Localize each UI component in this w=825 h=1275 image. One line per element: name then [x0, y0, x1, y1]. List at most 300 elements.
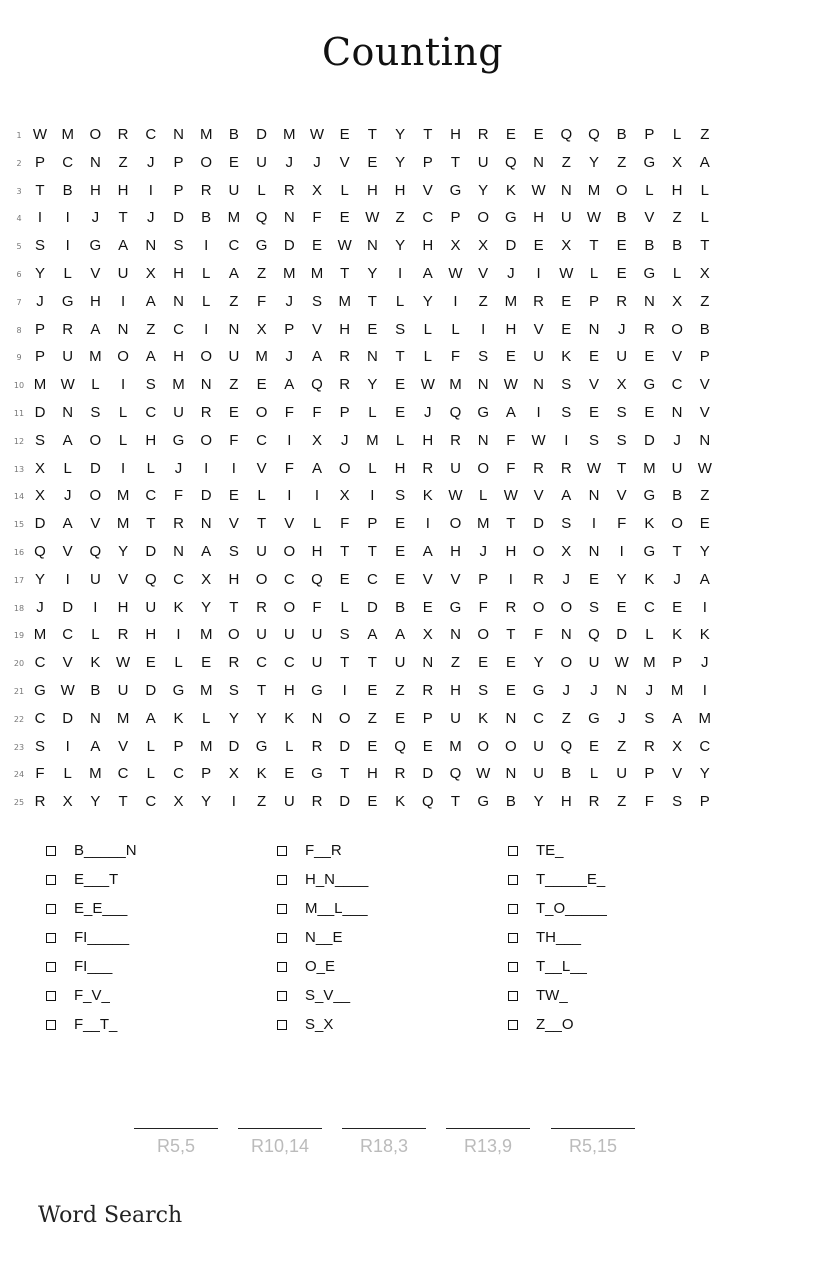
grid-letter[interactable]: P [201, 765, 212, 783]
grid-letter[interactable]: G [255, 737, 268, 755]
grid-letter[interactable]: R [34, 793, 46, 811]
grid-letter[interactable]: W [420, 376, 435, 394]
grid-letter[interactable]: R [616, 292, 628, 310]
grid-letter[interactable]: L [395, 431, 405, 449]
grid-letter[interactable]: B [228, 126, 239, 143]
grid-letter[interactable]: L [91, 626, 100, 644]
grid-letter[interactable]: O [255, 404, 268, 421]
grid-letter[interactable]: I [148, 181, 153, 199]
grid-letter[interactable]: R [283, 181, 295, 199]
grid-letter[interactable]: S [478, 682, 489, 699]
grid-letter[interactable]: T [700, 237, 710, 255]
grid-letter[interactable]: G [449, 598, 462, 616]
word-checkbox[interactable] [277, 1020, 287, 1030]
grid-letter[interactable]: N [283, 209, 295, 227]
grid-letter[interactable]: F [257, 292, 267, 310]
grid-letter[interactable]: R [394, 765, 406, 783]
grid-letter[interactable]: I [619, 543, 624, 560]
grid-letter[interactable]: L [257, 181, 266, 199]
grid-letter[interactable]: H [117, 181, 129, 199]
grid-letter[interactable]: G [311, 682, 323, 699]
grid-letter[interactable]: I [287, 487, 292, 505]
grid-letter[interactable]: J [617, 320, 626, 338]
grid-letter[interactable]: R [533, 459, 545, 477]
grid-letter[interactable]: H [505, 543, 517, 560]
grid-letter[interactable]: X [173, 793, 184, 811]
grid-letter[interactable]: M [476, 515, 490, 533]
grid-letter[interactable]: M [338, 292, 351, 310]
grid-letter[interactable]: J [63, 487, 72, 505]
grid-letter[interactable]: E [201, 654, 212, 672]
grid-letter[interactable]: R [62, 320, 74, 338]
grid-letter[interactable]: S [339, 626, 350, 644]
grid-letter[interactable]: A [422, 265, 433, 282]
grid-letter[interactable]: D [283, 237, 295, 255]
grid-letter[interactable]: E [588, 348, 599, 366]
grid-letter[interactable]: V [62, 654, 73, 672]
grid-letter[interactable]: Y [533, 793, 544, 811]
grid-letter[interactable]: L [395, 292, 405, 310]
grid-letter[interactable]: R [256, 598, 268, 616]
word-checkbox[interactable] [277, 875, 287, 885]
grid-letter[interactable]: A [201, 543, 212, 560]
grid-letter[interactable]: L [202, 292, 211, 310]
grid-letter[interactable]: P [422, 709, 433, 727]
grid-letter[interactable]: M [504, 292, 518, 310]
grid-letter[interactable]: X [672, 153, 683, 171]
grid-letter[interactable]: X [672, 292, 683, 310]
grid-letter[interactable]: Q [449, 404, 462, 421]
grid-letter[interactable]: E [339, 570, 350, 588]
grid-letter[interactable]: G [643, 153, 656, 171]
grid-letter[interactable]: H [394, 181, 406, 199]
grid-letter[interactable]: R [533, 570, 545, 588]
grid-letter[interactable]: O [449, 515, 462, 533]
grid-letter[interactable]: B [672, 237, 683, 255]
grid-letter[interactable]: D [89, 459, 101, 477]
grid-letter[interactable]: I [342, 682, 347, 699]
grid-letter[interactable]: O [89, 431, 102, 449]
grid-letter[interactable]: G [61, 292, 74, 310]
grid-letter[interactable]: T [367, 292, 377, 310]
grid-letter[interactable]: B [616, 209, 627, 227]
grid-letter[interactable]: Y [118, 543, 129, 560]
grid-letter[interactable]: G [588, 709, 600, 727]
grid-letter[interactable]: W [60, 376, 75, 394]
grid-letter[interactable]: A [62, 515, 73, 533]
grid-letter[interactable]: G [643, 376, 656, 394]
grid-letter[interactable]: J [36, 598, 44, 616]
grid-letter[interactable]: E [367, 682, 378, 699]
grid-letter[interactable]: C [145, 487, 157, 505]
grid-letter[interactable]: D [643, 431, 655, 449]
grid-letter[interactable]: P [339, 404, 350, 421]
grid-letter[interactable]: X [699, 265, 710, 282]
grid-letter[interactable]: F [644, 793, 654, 811]
grid-letter[interactable]: U [228, 348, 240, 366]
grid-letter[interactable]: N [588, 320, 600, 338]
grid-letter[interactable]: B [699, 320, 710, 338]
grid-letter[interactable]: N [533, 376, 545, 394]
grid-letter[interactable]: C [283, 654, 295, 672]
grid-letter[interactable]: C [256, 431, 268, 449]
grid-letter[interactable]: R [477, 126, 489, 143]
grid-letter[interactable]: Q [311, 376, 323, 394]
grid-letter[interactable]: L [589, 765, 599, 783]
grid-letter[interactable]: B [395, 598, 406, 616]
grid-letter[interactable]: W [531, 181, 546, 199]
grid-letter[interactable]: J [340, 431, 349, 449]
grid-letter[interactable]: P [173, 181, 184, 199]
grid-letter[interactable]: E [616, 265, 627, 282]
grid-letter[interactable]: X [339, 487, 350, 505]
grid-letter[interactable]: L [174, 654, 183, 672]
grid-letter[interactable]: M [33, 626, 47, 644]
grid-letter[interactable]: D [339, 737, 351, 755]
grid-letter[interactable]: C [173, 320, 184, 338]
grid-letter[interactable]: G [643, 487, 656, 505]
grid-letter[interactable]: E [228, 487, 239, 505]
grid-letter[interactable]: Q [255, 209, 268, 227]
grid-letter[interactable]: Z [561, 709, 571, 727]
grid-letter[interactable]: H [117, 598, 129, 616]
grid-letter[interactable]: E [339, 126, 350, 143]
grid-letter[interactable]: D [173, 209, 184, 227]
grid-letter[interactable]: M [587, 181, 601, 199]
grid-letter[interactable]: V [90, 515, 101, 533]
grid-letter[interactable]: I [65, 209, 70, 227]
grid-letter[interactable]: L [202, 709, 211, 727]
grid-letter[interactable]: X [62, 793, 73, 811]
grid-letter[interactable]: N [89, 709, 101, 727]
grid-letter[interactable]: K [173, 598, 184, 616]
grid-letter[interactable]: B [505, 793, 516, 811]
grid-letter[interactable]: J [673, 431, 681, 449]
grid-letter[interactable]: L [479, 487, 488, 505]
grid-letter[interactable]: Q [89, 543, 102, 560]
grid-letter[interactable]: T [672, 543, 682, 560]
grid-letter[interactable]: R [228, 654, 240, 672]
grid-letter[interactable]: I [204, 459, 209, 477]
grid-letter[interactable]: T [589, 237, 599, 255]
grid-letter[interactable]: Y [395, 126, 406, 143]
grid-letter[interactable]: J [147, 153, 155, 171]
grid-letter[interactable]: L [91, 376, 100, 394]
grid-letter[interactable]: G [34, 682, 46, 699]
grid-letter[interactable]: I [398, 265, 403, 282]
grid-letter[interactable]: R [505, 598, 517, 616]
grid-letter[interactable]: R [311, 737, 323, 755]
grid-letter[interactable]: W [697, 459, 712, 477]
grid-letter[interactable]: U [117, 682, 129, 699]
grid-letter[interactable]: O [671, 320, 683, 338]
grid-letter[interactable]: R [200, 181, 212, 199]
grid-letter[interactable]: C [62, 153, 74, 171]
grid-letter[interactable]: C [283, 570, 295, 588]
word-checkbox[interactable] [508, 933, 518, 943]
grid-letter[interactable]: J [91, 209, 100, 227]
grid-letter[interactable]: K [561, 348, 572, 366]
grid-letter[interactable]: G [532, 682, 545, 699]
grid-letter[interactable]: E [561, 320, 572, 338]
grid-letter[interactable]: E [672, 598, 683, 616]
word-checkbox[interactable] [277, 991, 287, 1001]
grid-letter[interactable]: N [477, 376, 489, 394]
grid-letter[interactable]: U [256, 153, 268, 171]
grid-letter[interactable]: Y [588, 153, 599, 171]
grid-letter[interactable]: H [450, 682, 461, 699]
grid-letter[interactable]: P [450, 209, 461, 227]
grid-letter[interactable]: O [560, 654, 573, 672]
grid-letter[interactable]: I [314, 487, 320, 505]
grid-letter[interactable]: J [285, 292, 294, 310]
grid-letter[interactable]: W [531, 431, 546, 449]
grid-letter[interactable]: O [89, 126, 102, 143]
grid-letter[interactable]: R [422, 682, 434, 699]
grid-letter[interactable]: N [450, 626, 461, 644]
grid-letter[interactable]: Z [146, 320, 156, 338]
grid-letter[interactable]: G [172, 431, 185, 449]
grid-letter[interactable]: E [505, 126, 516, 143]
grid-letter[interactable]: N [422, 654, 434, 672]
grid-letter[interactable]: B [616, 126, 627, 143]
grid-letter[interactable]: J [424, 404, 432, 421]
word-checkbox[interactable] [508, 1020, 518, 1030]
grid-letter[interactable]: E [367, 153, 378, 171]
grid-letter[interactable]: H [173, 265, 184, 282]
grid-letter[interactable]: R [200, 404, 212, 421]
grid-letter[interactable]: I [287, 431, 292, 449]
grid-letter[interactable]: I [564, 431, 569, 449]
grid-letter[interactable]: G [505, 209, 517, 227]
grid-letter[interactable]: T [617, 459, 627, 477]
grid-letter[interactable]: T [506, 515, 516, 533]
grid-letter[interactable]: K [644, 515, 655, 533]
grid-letter[interactable]: C [34, 709, 46, 727]
grid-letter[interactable]: I [370, 487, 375, 505]
grid-letter[interactable]: V [699, 404, 710, 421]
grid-letter[interactable]: C [145, 793, 157, 811]
grid-letter[interactable]: A [699, 570, 710, 588]
grid-letter[interactable]: R [311, 793, 323, 811]
grid-letter[interactable]: U [450, 459, 461, 477]
grid-letter[interactable]: E [339, 209, 350, 227]
grid-letter[interactable]: Y [395, 153, 406, 171]
grid-letter[interactable]: O [477, 209, 490, 227]
grid-letter[interactable]: N [699, 431, 711, 449]
grid-letter[interactable]: S [228, 543, 239, 560]
grid-letter[interactable]: W [448, 265, 463, 282]
word-checkbox[interactable] [508, 846, 518, 856]
grid-letter[interactable]: Z [395, 682, 405, 699]
grid-letter[interactable]: E [367, 737, 378, 755]
grid-letter[interactable]: T [35, 181, 45, 199]
grid-letter[interactable]: O [477, 459, 490, 477]
grid-letter[interactable]: Y [395, 237, 406, 255]
grid-letter[interactable]: L [645, 626, 654, 644]
grid-letter[interactable]: V [339, 153, 350, 171]
grid-letter[interactable]: N [117, 320, 129, 338]
grid-letter[interactable]: A [62, 431, 73, 449]
grid-letter[interactable]: I [65, 737, 70, 755]
grid-letter[interactable]: A [561, 487, 572, 505]
grid-letter[interactable]: Q [449, 765, 462, 783]
grid-letter[interactable]: E [395, 376, 406, 394]
grid-letter[interactable]: Y [256, 709, 267, 727]
word-checkbox[interactable] [508, 991, 518, 1001]
grid-letter[interactable]: N [145, 237, 157, 255]
grid-letter[interactable]: T [340, 654, 350, 672]
grid-letter[interactable]: B [90, 682, 101, 699]
grid-letter[interactable]: L [368, 404, 377, 421]
grid-letter[interactable]: F [229, 431, 239, 449]
grid-letter[interactable]: C [62, 626, 74, 644]
grid-letter[interactable]: R [588, 793, 600, 811]
grid-letter[interactable]: O [228, 626, 240, 644]
grid-letter[interactable]: S [34, 431, 45, 449]
grid-letter[interactable]: E [284, 765, 295, 783]
grid-letter[interactable]: O [200, 348, 213, 366]
grid-letter[interactable]: I [93, 598, 98, 616]
grid-letter[interactable]: V [672, 765, 683, 783]
grid-letter[interactable]: M [698, 709, 712, 727]
grid-letter[interactable]: M [283, 126, 296, 143]
grid-letter[interactable]: I [231, 459, 236, 477]
grid-letter[interactable]: F [35, 765, 45, 783]
grid-letter[interactable]: H [173, 348, 184, 366]
grid-letter[interactable]: L [146, 765, 155, 783]
grid-letter[interactable]: L [118, 404, 128, 421]
grid-letter[interactable]: M [199, 682, 213, 699]
grid-letter[interactable]: U [616, 765, 628, 783]
grid-letter[interactable]: J [36, 292, 44, 310]
grid-letter[interactable]: D [34, 404, 46, 421]
grid-letter[interactable]: X [201, 570, 212, 588]
grid-letter[interactable]: P [173, 737, 184, 755]
grid-letter[interactable]: I [176, 626, 181, 644]
grid-letter[interactable]: P [284, 320, 295, 338]
grid-letter[interactable]: O [560, 598, 573, 616]
grid-letter[interactable]: M [643, 459, 656, 477]
grid-letter[interactable]: N [560, 181, 572, 199]
grid-letter[interactable]: F [340, 515, 350, 533]
grid-letter[interactable]: H [283, 682, 295, 699]
grid-letter[interactable]: K [173, 709, 184, 727]
grid-letter[interactable]: X [34, 487, 45, 505]
grid-letter[interactable]: F [506, 431, 516, 449]
grid-letter[interactable]: B [672, 487, 683, 505]
grid-letter[interactable]: O [338, 459, 351, 477]
word-checkbox[interactable] [277, 846, 287, 856]
grid-letter[interactable]: J [617, 709, 626, 727]
grid-letter[interactable]: S [644, 709, 655, 727]
grid-letter[interactable]: E [311, 237, 322, 255]
grid-letter[interactable]: U [117, 265, 129, 282]
grid-letter[interactable]: Y [34, 570, 45, 588]
grid-letter[interactable]: E [395, 404, 406, 421]
grid-letter[interactable]: N [366, 237, 378, 255]
grid-letter[interactable]: L [451, 320, 460, 338]
grid-letter[interactable]: G [643, 543, 656, 560]
grid-letter[interactable]: K [699, 626, 710, 644]
grid-letter[interactable]: M [116, 709, 130, 727]
grid-letter[interactable]: J [562, 570, 571, 588]
grid-letter[interactable]: C [173, 765, 184, 783]
grid-letter[interactable]: Z [617, 153, 627, 171]
grid-letter[interactable]: V [616, 487, 627, 505]
grid-letter[interactable]: M [116, 487, 130, 505]
grid-letter[interactable]: U [671, 459, 683, 477]
grid-letter[interactable]: L [146, 737, 155, 755]
grid-letter[interactable]: D [256, 126, 268, 143]
grid-letter[interactable]: C [228, 237, 240, 255]
grid-letter[interactable]: S [616, 404, 627, 421]
grid-letter[interactable]: P [478, 570, 489, 588]
grid-letter[interactable]: Z [700, 292, 710, 310]
grid-letter[interactable]: D [533, 515, 545, 533]
grid-letter[interactable]: Z [395, 209, 405, 227]
grid-letter[interactable]: F [312, 209, 322, 227]
grid-letter[interactable]: F [534, 626, 544, 644]
grid-letter[interactable]: W [559, 265, 574, 282]
grid-letter[interactable]: X [561, 237, 572, 255]
grid-letter[interactable]: X [145, 265, 156, 282]
grid-letter[interactable]: K [395, 793, 406, 811]
grid-letter[interactable]: M [449, 737, 462, 755]
grid-letter[interactable]: L [312, 515, 322, 533]
grid-letter[interactable]: U [283, 626, 295, 644]
grid-letter[interactable]: Y [616, 570, 627, 588]
grid-letter[interactable]: J [673, 570, 681, 588]
grid-letter[interactable]: H [505, 320, 517, 338]
grid-letter[interactable]: Z [257, 265, 267, 282]
grid-letter[interactable]: N [311, 709, 323, 727]
grid-letter[interactable]: G [255, 237, 268, 255]
grid-letter[interactable]: U [533, 765, 545, 783]
grid-letter[interactable]: H [394, 459, 406, 477]
grid-letter[interactable]: C [643, 598, 655, 616]
grid-letter[interactable]: M [255, 348, 268, 366]
grid-letter[interactable]: N [89, 153, 101, 171]
grid-letter[interactable]: L [63, 459, 72, 477]
grid-letter[interactable]: S [395, 320, 406, 338]
grid-letter[interactable]: M [670, 682, 684, 699]
grid-letter[interactable]: P [422, 153, 433, 171]
grid-letter[interactable]: M [116, 515, 130, 533]
grid-letter[interactable]: X [34, 459, 45, 477]
grid-letter[interactable]: Q [588, 626, 600, 644]
grid-letter[interactable]: A [311, 348, 322, 366]
grid-letter[interactable]: U [62, 348, 74, 366]
grid-letter[interactable]: Q [560, 737, 573, 755]
grid-letter[interactable]: R [173, 515, 184, 533]
grid-letter[interactable]: W [614, 654, 629, 672]
grid-letter[interactable]: T [450, 793, 461, 811]
grid-letter[interactable]: E [588, 570, 599, 588]
grid-letter[interactable]: H [422, 431, 434, 449]
grid-letter[interactable]: T [423, 126, 433, 143]
grid-letter[interactable]: L [63, 765, 72, 783]
grid-letter[interactable]: U [173, 404, 184, 421]
grid-letter[interactable]: M [89, 348, 102, 366]
grid-letter[interactable]: C [145, 126, 157, 143]
grid-letter[interactable]: I [204, 320, 209, 338]
grid-letter[interactable]: O [671, 515, 683, 533]
grid-letter[interactable]: E [644, 404, 655, 421]
grid-letter[interactable]: M [449, 376, 462, 394]
grid-letter[interactable]: J [147, 209, 155, 227]
grid-letter[interactable]: L [672, 265, 682, 282]
